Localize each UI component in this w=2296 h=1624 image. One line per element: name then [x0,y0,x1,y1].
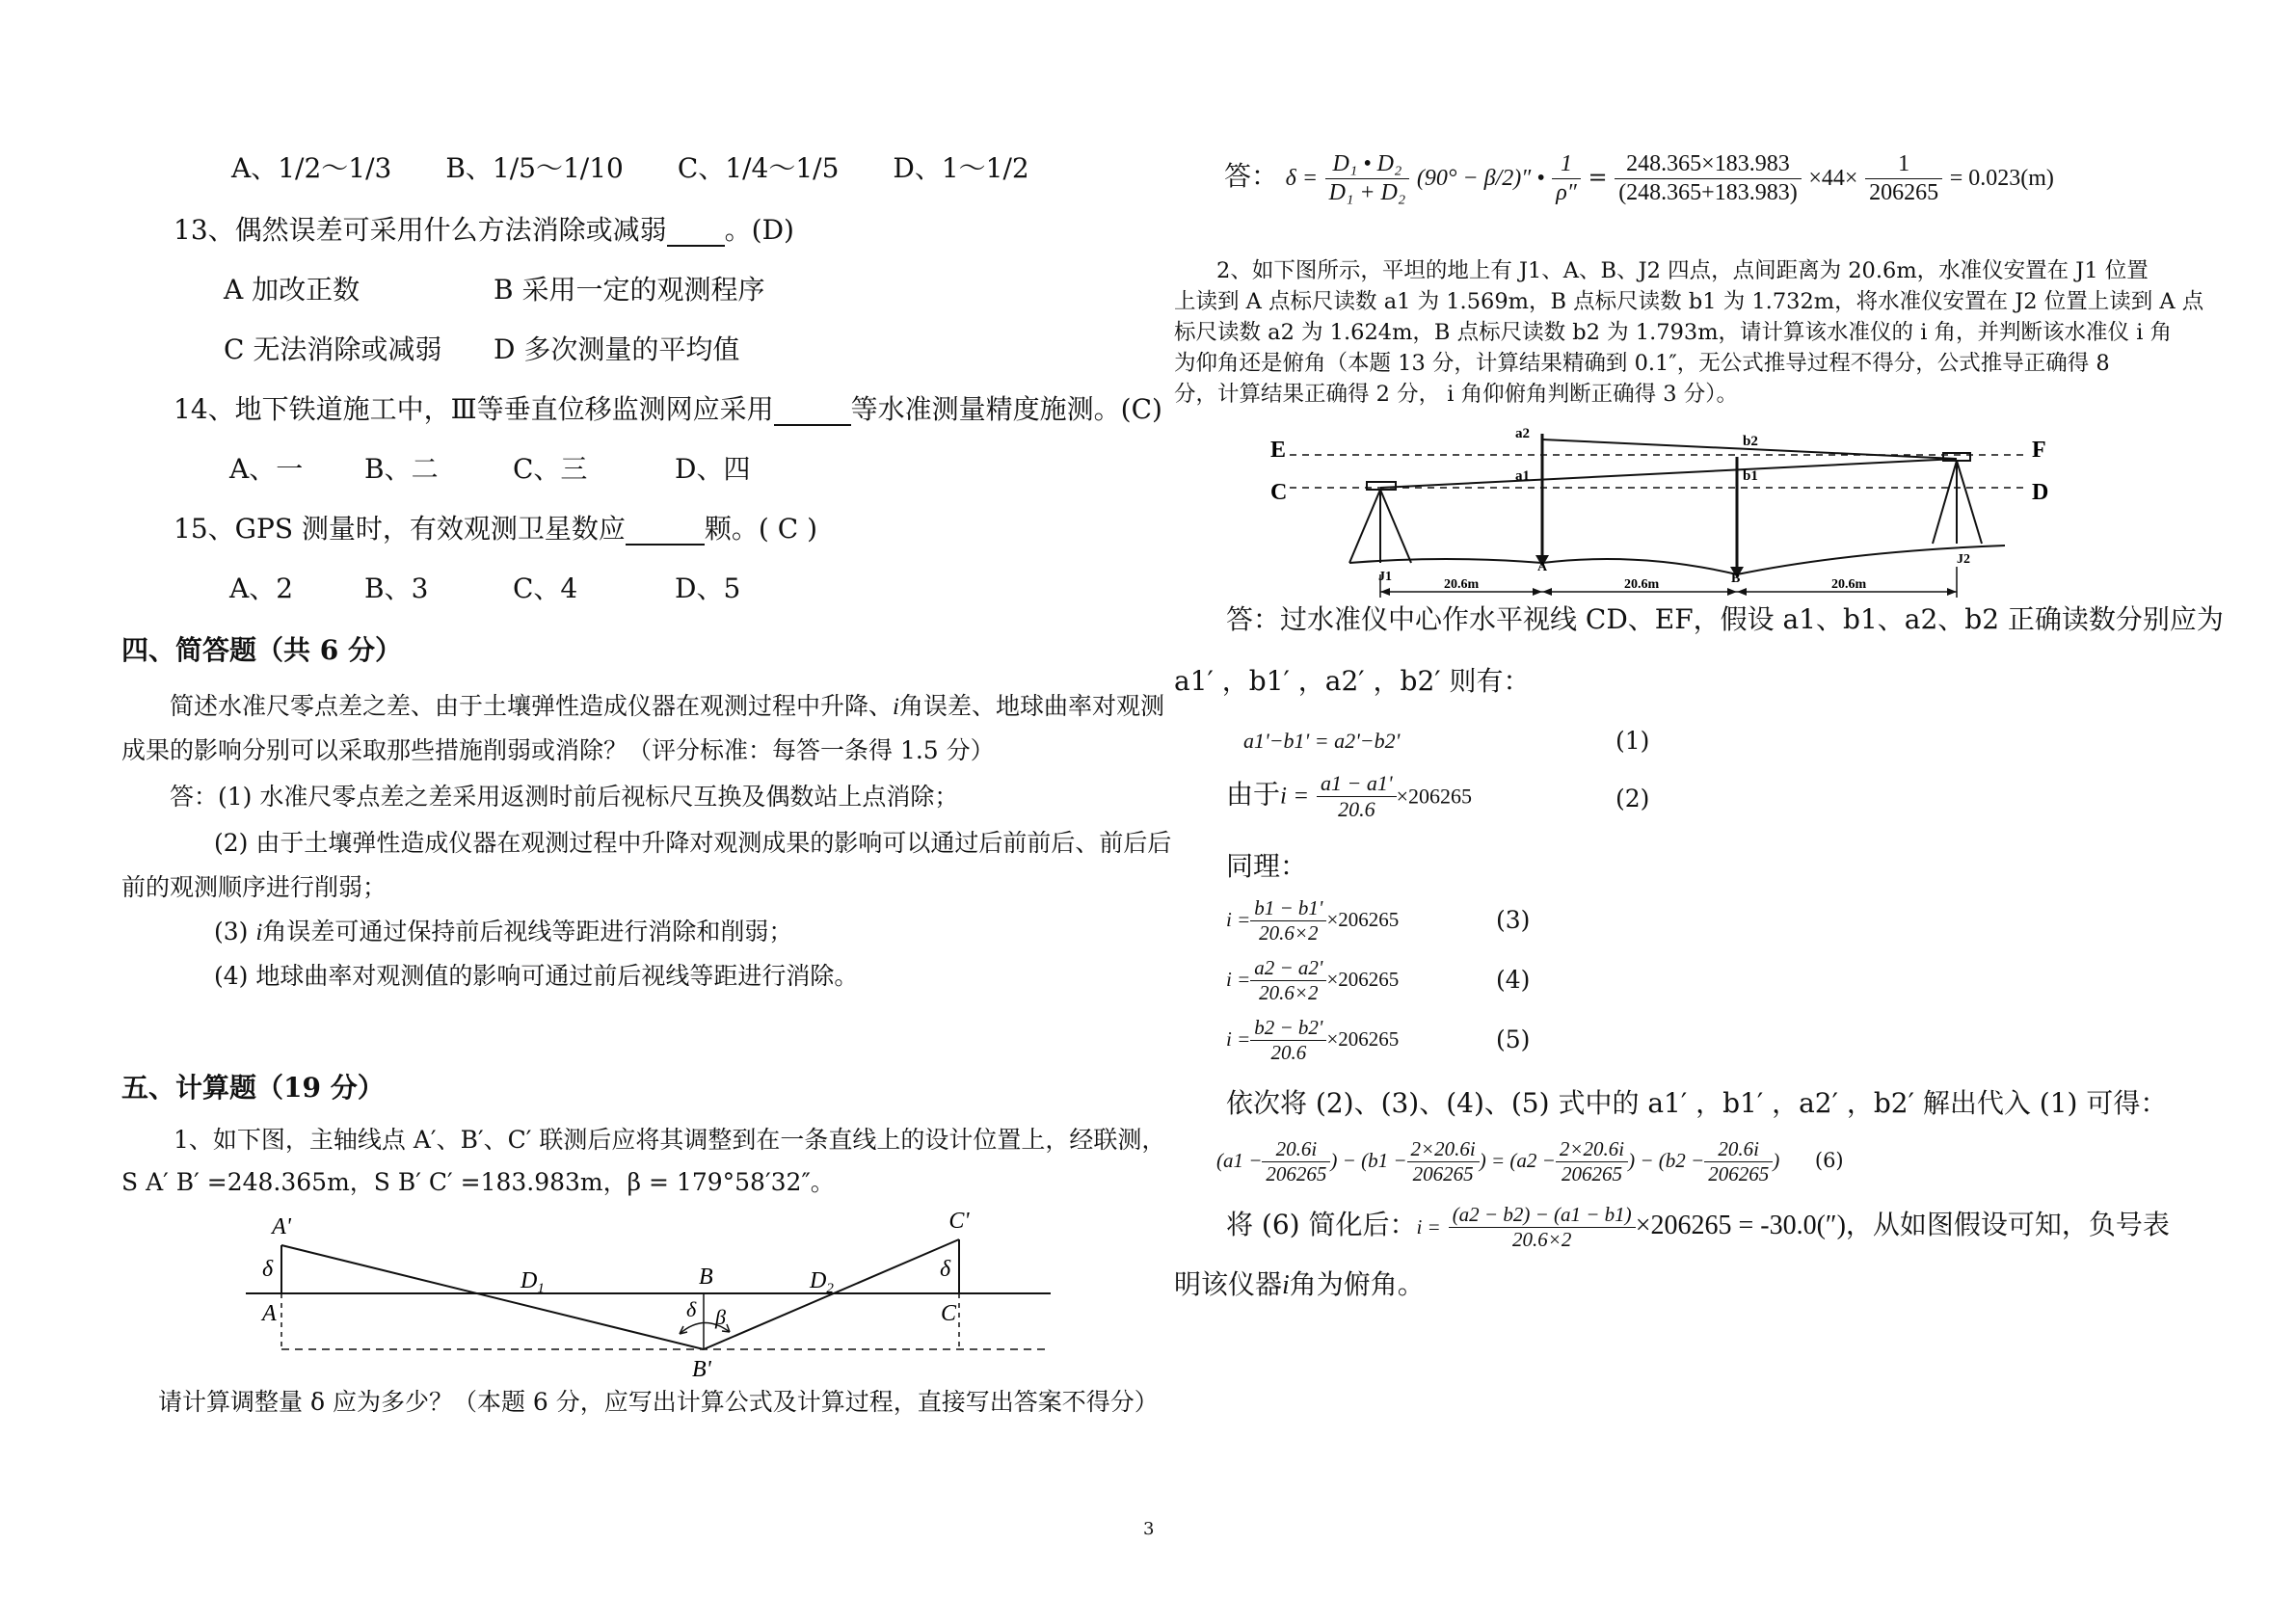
label-point-a: A [1537,560,1548,574]
equation-4-number: (4) [1496,966,1531,994]
fraction-values: $\frac{248.365\times 183.983}{(248.365+183.983)}$ [1615,150,1802,207]
section-4-answer-4: (4) 地球曲率对观测值的影响可通过前后视线等距进行消除。 [214,962,859,990]
label-b-prime: B' [692,1357,711,1382]
q15-stem: 15、GPS 测量时，有效观测卫星数应 颗。( C ) [174,513,817,545]
label-c: C [941,1301,957,1326]
section-4-answer-2-line2: 前的观测顺序进行削弱； [121,873,387,901]
conclusion: 明该仪器i角为俯角。 [1174,1268,1425,1300]
section-4-answer-3: (3) i角误差可通过保持前后视线等距进行消除和削弱； [214,918,793,945]
equation-3: i = $\frac{b1 - b1'}{20.6\times 2}$ ×206265 [1226,896,1400,945]
equation-5: i = $\frac{b2 - b2'}{20.6}$ ×206265 [1226,1016,1400,1065]
fraction-206265: $\frac{1}{206265}$ [1865,150,1942,207]
q2-line1: 2、如下图所示，平坦的地上有 J1、A、B、J2 四点，点间距离为 20.6m，水准仪安置在 J1 位置 [1216,258,2149,283]
ground-profile [1349,546,2005,574]
q2-line4: 为仰角还是俯角（本题 13 分，计算结果精确到 0.1″，无公式推导过程不得分，公式推导正确得 8 [1174,351,2110,376]
section-5-q1-line1: 1、如下图，主轴线点 A′、B′、C′ 联测后应将其调整到在一条直线上的设计位置上，经联测， [174,1126,1166,1154]
label-delta-right: δ [940,1257,951,1282]
q14-option-d: D、四 [675,453,751,485]
section-4-question-line2: 成果的影响分别可以采取那些措施削弱或消除？（评分标准：每答一条得 1.5 分） [121,736,995,764]
equation-4: i = $\frac{a2 - a2'}{20.6\times 2}$ ×206265 [1226,956,1400,1005]
label-b2: b2 [1743,434,1758,449]
equation-1: a1'−b1' = a2'−b2' [1243,729,1401,753]
label-beta: β [715,1305,726,1329]
label-d: D [2032,480,2049,505]
q2-line5: 分，计算结果正确得 2 分， i 角仰俯角判断正确得 3 分）。 [1174,382,1738,407]
label-j1: J1 [1378,570,1392,584]
label-a2: a2 [1515,426,1530,441]
equation-1-number: (1) [1615,727,1650,755]
q14-option-c: C、三 [513,453,588,485]
q14-stem: 14、地下铁道施工中，Ⅲ等垂直位移监测网应采用 等水准测量精度施测。(C) [174,393,1162,425]
equation-2: 由于i = $\frac{a1 - a1'}{20.6}$ ×206265 [1226,771,1473,822]
fraction-rho: $\frac{1}{\rho''}$ [1552,150,1581,207]
page-number: 3 [1143,1519,1155,1539]
same-reasoning: 同理： [1226,850,1308,882]
equation-2-number: (2) [1615,785,1650,812]
q15-option-d: D、5 [675,572,741,604]
label-f: F [2032,438,2046,463]
q2-line2: 上读到 A 点标尺读数 a1 为 1.569m，B 点标尺读数 b1 为 1.732m，将水准仪安置在 J2 位置上读到 A 点 [1174,289,2204,314]
label-distance-1: 20.6m [1444,577,1480,592]
equation-6-number: (6) [1814,1149,1844,1173]
leveling-diagram [1253,420,2063,599]
label-point-b: B [1731,572,1741,586]
q13-option-d: D 多次测量的平均值 [494,333,740,365]
label-d1: $D_1$ [521,1268,545,1296]
label-c-prime: C' [948,1209,970,1234]
sight-line-j1 [1380,459,1957,488]
label-e: E [1270,438,1287,463]
section-4-title: 四、简答题（共 6 分） [121,634,402,666]
section-5-q1-ask: 请计算调整量 δ 应为多少？（本题 6 分，应写出计算公式及计算过程，直接写出答案不得分） [158,1388,1159,1416]
equation-6: (a1 − $\frac{20.6i}{206265}$ ) − (b1 − $\frac{2\times 20.6i}{206265}$ ) = (a2 − $\frac{2\times 20.6i}{206265}$ ) − (b2 − $\frac{20.6i}{206265}$ ) (6) [1216,1137,1844,1186]
label-d2: $D_2$ [810,1268,834,1296]
answer-blank [667,218,725,247]
q13-option-b: B 采用一定的观测程序 [494,274,765,306]
answer-2-line1: 答：过水准仪中心作水平视线 CD、EF，假设 a1、b1、a2、b2 正确读数分别应为 [1226,603,2224,635]
equation-3-number: (3) [1496,906,1531,934]
q13-option-a: A 加改正数 [224,274,360,306]
section-4-answer-2-line1: (2) 由于土壤弹性造成仪器在观测过程中升降对观测成果的影响可以通过后前前后、前后后 [214,829,1172,857]
substitution-text: 依次将 (2)、(3)、(4)、(5) 式中的 a1′ ，b1′ ，a2′ ，b2′ 解出代入 (1) 可得： [1226,1087,2168,1119]
q15-option-c: C、4 [513,572,578,604]
label-b1: b1 [1743,468,1758,484]
label-b: B [699,1265,713,1290]
section-4-question-line1: 简述水准尺零点差之差、由于土壤弹性造成仪器在观测过程中升降、i角误差、地球曲率对观测 [170,692,1164,720]
label-j2: J2 [1957,552,1970,567]
q15-option-b: B、3 [364,572,429,604]
equation-5-number: (5) [1496,1025,1531,1053]
section-5-title: 五、计算题（19 分） [121,1072,385,1104]
label-a1: a1 [1515,468,1530,484]
section-5-q1-line2: S A′ B′ =248.365m，S B′ C′ =183.983m，β = 179°58′32″。 [121,1168,835,1196]
label-delta-b: δ [686,1297,697,1321]
answer-blank [626,517,705,546]
fraction-d1d2: $\frac{\text{D₁ • D₂}}{\text{D₁ + D₂}}$ [1325,150,1410,207]
label-distance-2: 20.6m [1624,577,1660,592]
q13-stem: 13、偶然误差可采用什么方法消除或减弱 。(D) [174,214,794,246]
q12-options: A、1/2～1/3 B、1/5～1/10 C、1/4～1/5 D、1～1/2 [231,152,1029,184]
line-a-prime-b-prime [281,1245,704,1349]
alignment-diagram [241,1205,1060,1388]
simplification: 将 (6) 简化后：i = $\frac{(a2 - b2) - (a1 - b1)}{20.6\times 2}$ ×206265 = -30.0(″)，从如图假设可知，负号表 [1226,1203,2170,1252]
label-a: A [262,1301,277,1326]
answer-2-line2: a1′ ，b1′ ，a2′ ，b2′ 则有： [1174,665,1531,697]
q2-line3: 标尺读数 a2 为 1.624m，B 点标尺读数 b2 为 1.793m，请计算该水准仪的 i 角，并判断该水准仪 i 角 [1174,320,2173,345]
q13-option-c: C 无法消除或减弱 [224,333,442,365]
answer-blank [774,397,851,426]
answer-1-formula: 答： δ = $\frac{\text{D₁ • D₂}}{\text{D₁ + D₂}}$ (90° − β/2)″ • $\frac{1}{\rho''}$ = $\frac{248.365\times 183.983}{(248.365+183.983)}$ ×44× $\frac{1}{206265}$ = 0.023(m) [1224,151,2054,205]
label-a-prime: A' [272,1214,291,1239]
label-c: C [1270,480,1288,505]
q14-option-b: B、二 [364,453,439,485]
label-distance-3: 20.6m [1831,577,1867,592]
section-4-answer-1: 答：(1) 水准尺零点差之差采用返测时前后视标尺互换及偶数站上点消除； [170,783,959,811]
label-delta-left: δ [262,1257,274,1282]
q14-option-a: A、一 [229,453,304,485]
q15-option-a: A、2 [229,572,294,604]
